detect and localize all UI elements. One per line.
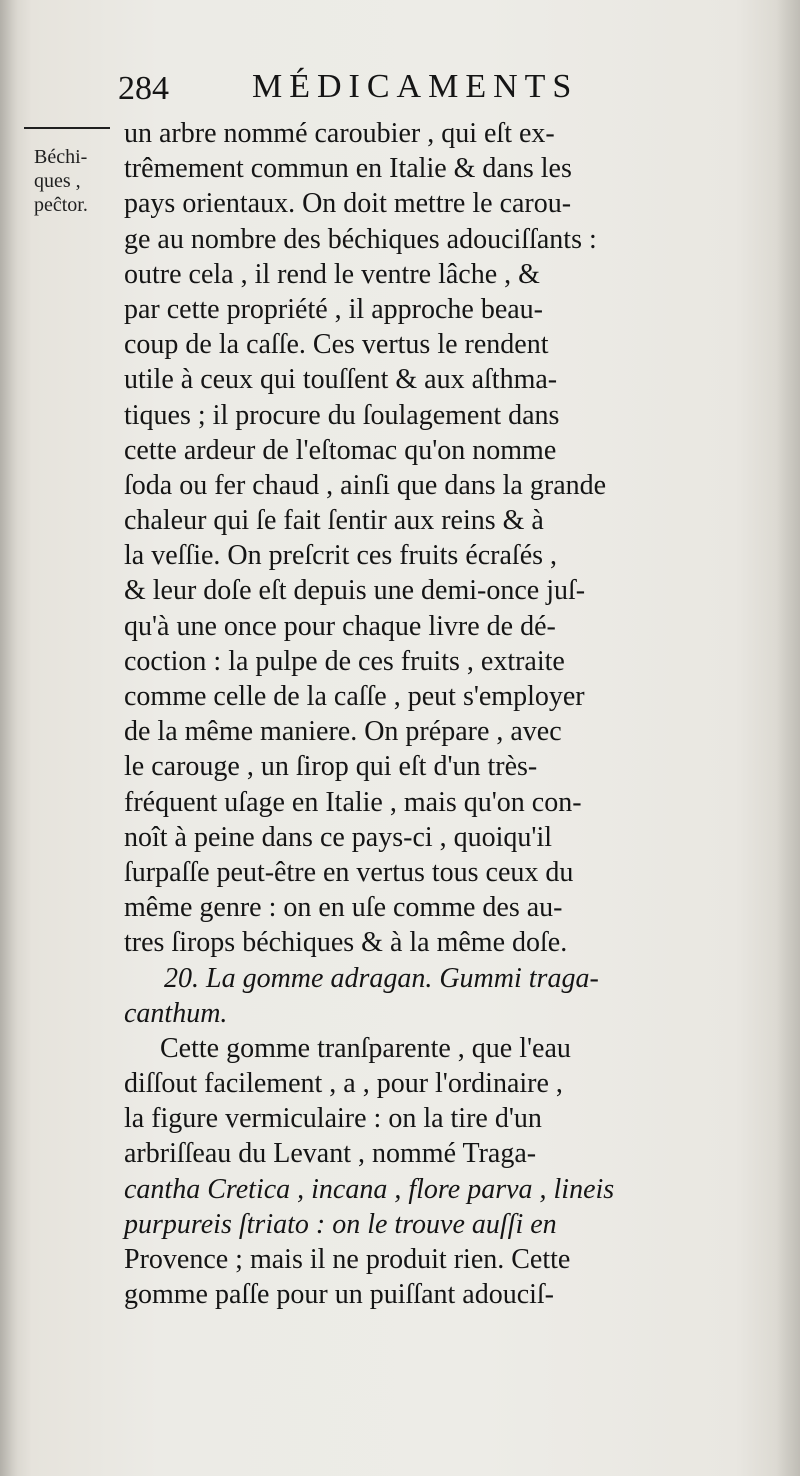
section-heading: 20. La gomme adragan. Gummi traga- <box>164 962 599 994</box>
text-line: Provence ; mais il ne produit rien. Cette <box>124 1244 571 1275</box>
text-line: cantha Cretica , incana , flore parva , lineis <box>124 1173 615 1205</box>
text-line: le carouge , un ſirop qui eſt d'un très- <box>124 751 538 783</box>
text-line: de la même maniere. On prépare , avec <box>124 716 562 748</box>
text-line: gomme paſſe pour un puiſſant adouciſ- <box>124 1279 555 1311</box>
text-line: outre cela , il rend le ventre lâche , & <box>124 258 540 290</box>
text-line: cette ardeur de l'eſtomac qu'on nomme <box>124 434 557 466</box>
text-line: ſurpaſſe peut-être en vertus tous ceux du <box>124 856 574 888</box>
page-number: 284 <box>118 70 169 107</box>
text-line: coup de la caſſe. Ces vertus le rendent <box>124 329 549 361</box>
text-line: trêmement commun en Italie & dans les <box>124 153 572 185</box>
text-line: comme celle de la caſſe , peut s'employer <box>124 681 585 712</box>
text-line: par cette propriété , il approche beau- <box>124 293 544 325</box>
marginal-note-line: Béchi- <box>34 146 88 168</box>
text-line: même genre : on en uſe comme des au- <box>124 892 563 924</box>
text-line: purpureis ſtriato : on le trouve auſſi en <box>124 1208 557 1240</box>
text-line: fréquent uſage en Italie , mais qu'on con- <box>124 786 582 818</box>
text-line: arbriſſeau du Levant , nommé Traga- <box>124 1138 537 1170</box>
running-title: MÉDICAMENTS <box>252 68 579 105</box>
text-line: la veſſie. On preſcrit ces fruits écraſés , <box>124 540 558 572</box>
text-line: utile à ceux qui touſſent & aux aſthma- <box>124 364 558 396</box>
text-line: tiques ; il procure du ſoulagement dans <box>124 399 560 431</box>
page-edge-shadow <box>776 0 800 1476</box>
marginal-note-line: ques , <box>34 170 81 192</box>
text-line: ſoda ou fer chaud , ainſi que dans la grande <box>124 469 607 501</box>
text-line: ge au nombre des béchiques adouciſſants : <box>124 223 597 255</box>
running-header <box>118 66 678 112</box>
margin-rule <box>24 127 110 129</box>
main-text-column <box>124 116 764 1312</box>
text-line: la figure vermiculaire : on la tire d'un <box>124 1103 542 1135</box>
text-line: un arbre nommé caroubier , qui eſt ex- <box>124 118 555 149</box>
marginal-note-line: peĉtor. <box>34 194 88 216</box>
text-line: tres ſirops béchiques & à la même doſe. <box>124 927 568 959</box>
text-line: qu'à une once pour chaque livre de dé- <box>124 610 556 642</box>
text-line: noît à peine dans ce pays-ci , quoiqu'il <box>124 821 553 853</box>
text-line: diſſout facilement , a , pour l'ordinaire , <box>124 1068 563 1100</box>
text-line: & leur doſe eſt depuis une demi-once juſ- <box>124 575 586 607</box>
marginal-note <box>34 145 124 217</box>
page-gutter-shadow <box>0 0 18 1476</box>
text-line: Cette gomme tranſparente , que l'eau <box>160 1032 571 1064</box>
text-line: chaleur qui ſe fait ſentir aux reins & à <box>124 505 544 537</box>
text-line: pays orientaux. On doit mettre le carou- <box>124 188 572 220</box>
text-line: coction : la pulpe de ces fruits , extraite <box>124 645 565 677</box>
section-heading-continued: canthum. <box>124 997 228 1029</box>
